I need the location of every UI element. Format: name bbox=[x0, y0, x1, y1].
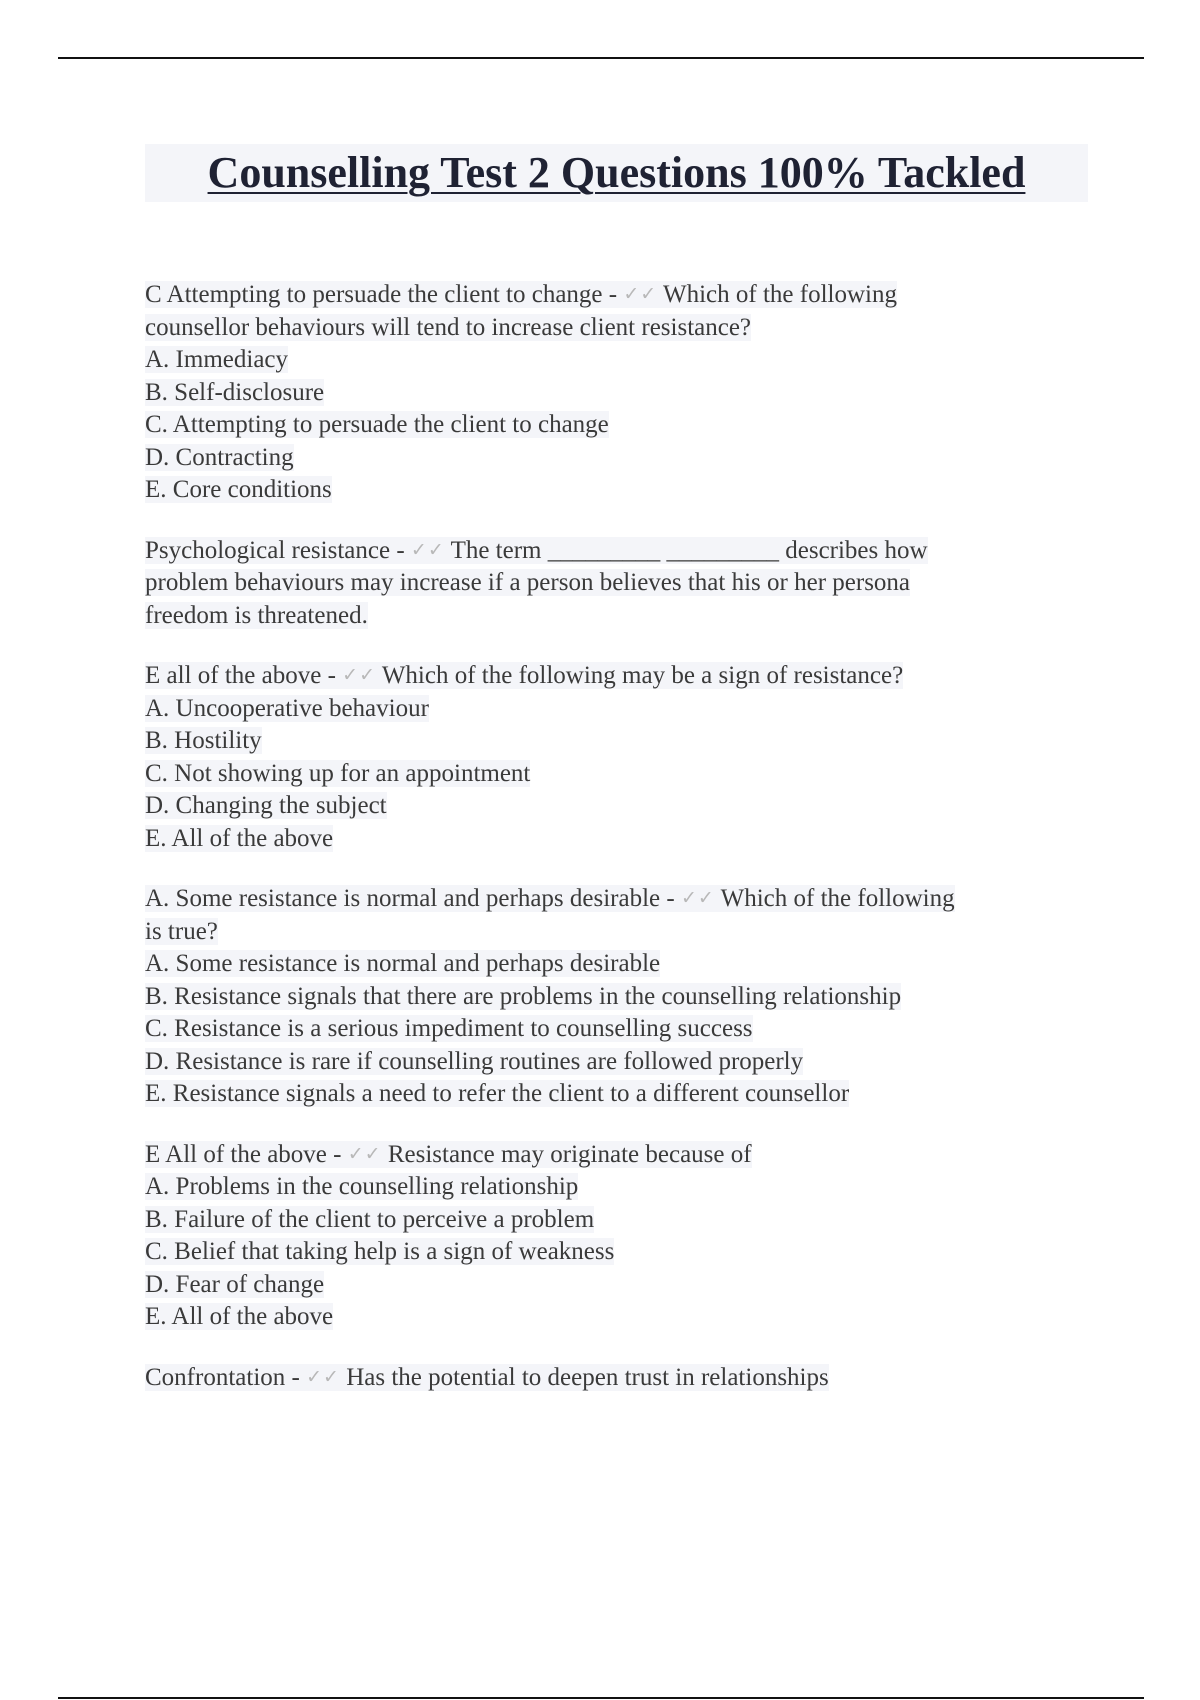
option-text: C. Belief that taking help is a sign of weakness bbox=[145, 1238, 615, 1265]
double-check-icon: ✓✓ bbox=[680, 887, 715, 909]
answer-text: E all of the above - bbox=[145, 662, 336, 689]
qa-block bbox=[145, 278, 1095, 507]
option-item bbox=[145, 1301, 1095, 1334]
option-item bbox=[145, 823, 1095, 856]
option-text: C. Not showing up for an appointment bbox=[145, 759, 531, 787]
qa-block bbox=[145, 882, 1095, 1111]
option-text: C. Resistance is a serious impediment to counselling success bbox=[145, 1015, 753, 1042]
title-banner bbox=[145, 144, 1088, 202]
qa-line-highlight bbox=[145, 537, 928, 564]
option-text: B. Resistance signals that there are problems in the counselling relationship bbox=[145, 982, 902, 1010]
question-text: Resistance may originate because of bbox=[387, 1140, 752, 1168]
option-item bbox=[145, 1013, 1095, 1046]
option-item bbox=[145, 1171, 1095, 1204]
option-text: C. Attempting to persuade the client to change bbox=[145, 411, 609, 438]
option-text: A. Immediacy bbox=[145, 346, 289, 373]
answer-text: A. Some resistance is normal and perhaps desirable - bbox=[145, 885, 675, 912]
option-item bbox=[145, 725, 1095, 758]
option-item bbox=[145, 981, 1095, 1014]
document-title: Counselling Test 2 Questions 100% Tackled bbox=[207, 148, 1026, 197]
qa-line-highlight bbox=[145, 281, 897, 308]
question-continuation bbox=[145, 312, 1095, 345]
option-text: B. Hostility bbox=[145, 727, 262, 754]
option-item bbox=[145, 693, 1095, 726]
option-text: D. Contracting bbox=[145, 443, 294, 471]
qa-first-line bbox=[145, 882, 1095, 916]
option-item bbox=[145, 442, 1095, 475]
option-text: A. Problems in the counselling relationship bbox=[145, 1173, 579, 1200]
option-text: A. Uncooperative behaviour bbox=[145, 694, 429, 722]
question-text: The term _________ _________ describes how bbox=[450, 536, 928, 564]
double-check-icon: ✓✓ bbox=[306, 1365, 340, 1388]
question-continuation bbox=[145, 916, 1095, 949]
question-continuation bbox=[145, 567, 1095, 600]
option-item bbox=[145, 1269, 1095, 1302]
qa-block bbox=[145, 534, 1095, 633]
option-text: E. Core conditions bbox=[145, 476, 332, 503]
answer-text: Psychological resistance - bbox=[145, 536, 405, 564]
option-item bbox=[145, 948, 1095, 981]
option-text: E. Resistance signals a need to refer the client to a different counsellor bbox=[145, 1080, 850, 1107]
qa-first-line bbox=[145, 534, 1095, 568]
option-item bbox=[145, 790, 1095, 823]
qa-block bbox=[145, 1361, 1095, 1395]
option-text: E. All of the above bbox=[145, 824, 334, 852]
option-item bbox=[145, 1236, 1095, 1269]
double-check-icon: ✓✓ bbox=[410, 538, 445, 561]
qa-line-highlight bbox=[145, 662, 903, 689]
double-check-icon: ✓✓ bbox=[342, 664, 376, 686]
option-text: D. Fear of change bbox=[145, 1270, 325, 1298]
qa-line-highlight bbox=[145, 1364, 829, 1391]
option-item bbox=[145, 344, 1095, 377]
double-check-icon: ✓✓ bbox=[623, 283, 658, 305]
question-text: Has the potential to deepen trust in relationships bbox=[346, 1363, 829, 1391]
option-item bbox=[145, 1046, 1095, 1079]
answer-text: E All of the above - bbox=[145, 1140, 342, 1168]
option-text: B. Self-disclosure bbox=[145, 378, 325, 406]
qa-first-line bbox=[145, 659, 1095, 693]
double-check-icon: ✓✓ bbox=[347, 1142, 382, 1165]
qa-line-highlight bbox=[145, 885, 955, 912]
qa-list bbox=[145, 278, 1095, 1421]
top-rule bbox=[58, 57, 1144, 59]
qa-line-highlight: counsellor behaviours will tend to increase client resistance? bbox=[145, 313, 752, 341]
option-text: E. All of the above bbox=[145, 1303, 334, 1330]
qa-line-highlight: is true? bbox=[145, 917, 218, 945]
qa-block bbox=[145, 659, 1095, 855]
qa-first-line bbox=[145, 1138, 1095, 1172]
option-text: A. Some resistance is normal and perhaps desirable bbox=[145, 950, 661, 977]
answer-text: Confrontation - bbox=[145, 1363, 300, 1391]
question-continuation bbox=[145, 600, 1095, 633]
option-text: D. Resistance is rare if counselling routines are followed properly bbox=[145, 1047, 804, 1075]
option-item bbox=[145, 409, 1095, 442]
qa-line-highlight: freedom is threatened. bbox=[145, 601, 368, 629]
qa-line-highlight: problem behaviours may increase if a person believes that his or her persona bbox=[145, 569, 911, 596]
option-text: B. Failure of the client to perceive a problem bbox=[145, 1205, 595, 1233]
qa-first-line bbox=[145, 278, 1095, 312]
option-item bbox=[145, 474, 1095, 507]
option-item bbox=[145, 377, 1095, 410]
option-item bbox=[145, 1078, 1095, 1111]
option-item bbox=[145, 1204, 1095, 1237]
option-text: D. Changing the subject bbox=[145, 792, 387, 819]
option-item bbox=[145, 758, 1095, 791]
qa-first-line bbox=[145, 1361, 1095, 1395]
question-text: Which of the following bbox=[720, 885, 955, 912]
qa-block bbox=[145, 1138, 1095, 1334]
question-text: Which of the following may be a sign of resistance? bbox=[381, 662, 904, 689]
qa-line-highlight bbox=[145, 1141, 752, 1168]
answer-text: C Attempting to persuade the client to change - bbox=[145, 281, 618, 308]
bottom-rule bbox=[58, 1697, 1144, 1699]
question-text: Which of the following bbox=[663, 281, 897, 308]
